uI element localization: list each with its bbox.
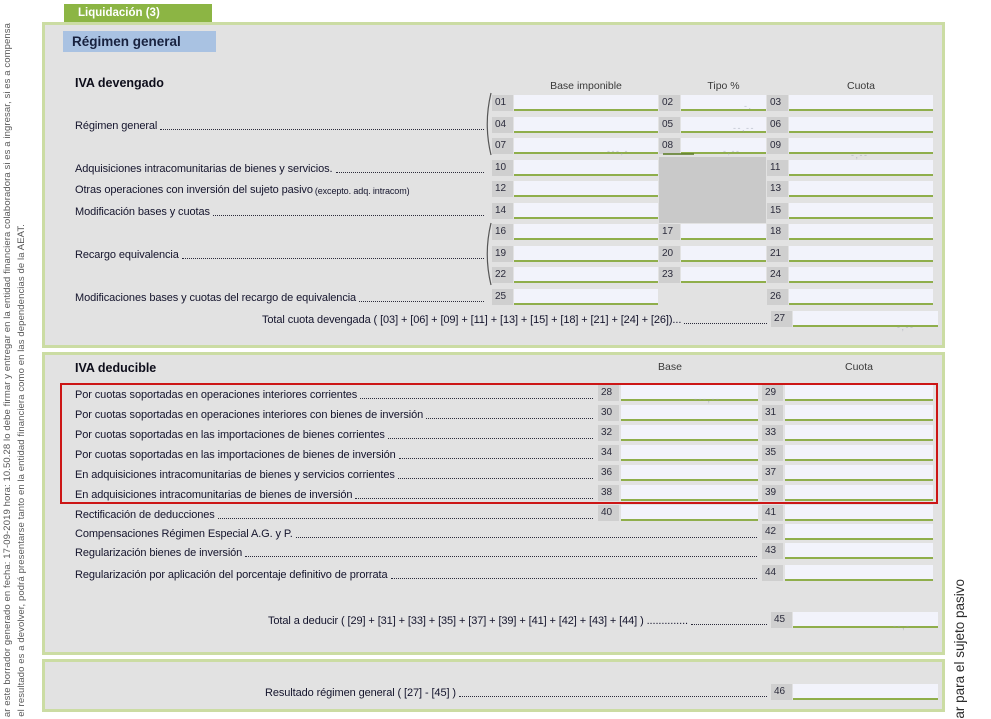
box-19: 19 [492, 246, 513, 262]
dot-leader [182, 258, 484, 259]
box-02: 02 [659, 95, 680, 111]
field-12[interactable] [514, 181, 658, 197]
box-36: 36 [598, 465, 619, 481]
field-36[interactable] [621, 465, 758, 481]
field-29[interactable] [785, 385, 933, 401]
field-30[interactable] [621, 405, 758, 421]
field-07[interactable] [514, 138, 658, 154]
box-25: 25 [492, 289, 513, 305]
box-27: 27 [771, 311, 792, 327]
box-31: 31 [762, 405, 783, 421]
field-21[interactable] [789, 246, 933, 262]
dot-leader [160, 129, 484, 130]
box-23: 23 [659, 267, 680, 283]
label-regularizacion-prorrata: Regularización por aplicación del porcentaje definitivo de prorrata [75, 566, 758, 581]
label-deducible-30: Por cuotas soportadas en operaciones interiores con bienes de inversión [75, 406, 594, 421]
box-16: 16 [492, 224, 513, 240]
box-46: 46 [771, 684, 792, 700]
dot-leader [336, 172, 484, 173]
box-13: 13 [767, 181, 788, 197]
label-deducible-38: En adquisiciones intracomunitarias de bienes de inversión [75, 486, 594, 501]
field-41[interactable] [785, 505, 933, 521]
box-24: 24 [767, 267, 788, 283]
box-42: 42 [762, 524, 783, 540]
box-21: 21 [767, 246, 788, 262]
box-14: 14 [492, 203, 513, 219]
field-27[interactable] [793, 311, 938, 327]
box-41: 41 [762, 505, 783, 521]
field-13[interactable] [789, 181, 933, 197]
field-23[interactable] [681, 267, 766, 283]
field-42[interactable] [785, 524, 933, 540]
faded-value-remnant: -,-- [723, 146, 741, 156]
field-38[interactable] [621, 485, 758, 501]
label-resultado: Resultado régimen general ( [27] - [45] ) [265, 684, 768, 699]
label-total-devengada: Total cuota devengada ( [03] + [06] + [09] + [11] + [13] + [15] + [18] + [21] + [24] + [26])... [262, 311, 768, 326]
dot-leader [459, 696, 767, 697]
label-adquisiciones-intracomunitarias: Adquisiciones intracomunitarias de bienes y servicios. [75, 160, 485, 175]
tab-liquidacion: Liquidación (3) [64, 4, 212, 22]
box-07: 07 [492, 138, 513, 154]
box-10: 10 [492, 160, 513, 176]
box-22: 22 [492, 267, 513, 283]
dot-leader [360, 398, 593, 399]
box-32: 32 [598, 425, 619, 441]
dot-leader [359, 301, 484, 302]
box-45: 45 [771, 612, 792, 628]
copy-for-taxpayer-label: ar para el sujeto pasivo [952, 579, 967, 719]
box-17: 17 [659, 224, 680, 240]
label-regularizacion-bienes: Regularización bienes de inversión [75, 544, 758, 559]
dot-leader [391, 578, 758, 579]
field-03[interactable] [789, 95, 933, 111]
field-16[interactable] [514, 224, 658, 240]
box-05: 05 [659, 117, 680, 133]
dot-leader [398, 478, 593, 479]
field-45[interactable] [793, 612, 938, 628]
field-24[interactable] [789, 267, 933, 283]
label-otras-operaciones: Otras operaciones con inversión del sujeto pasivo (excepto. adq. intracom) [75, 184, 410, 196]
field-40[interactable] [621, 505, 758, 521]
field-04[interactable] [514, 117, 658, 133]
label-deducible-36: En adquisiciones intracomunitarias de bienes y servicios corrientes [75, 466, 594, 481]
field-10[interactable] [514, 160, 658, 176]
box-44: 44 [762, 565, 783, 581]
field-35[interactable] [785, 445, 933, 461]
field-11[interactable] [789, 160, 933, 176]
field-43[interactable] [785, 543, 933, 559]
field-02[interactable] [681, 95, 766, 111]
col-cuota: Cuota [846, 80, 876, 92]
label-recargo-equivalencia: Recargo equivalencia [75, 246, 485, 261]
dot-leader [426, 418, 593, 419]
dot-leader [218, 518, 593, 519]
faded-value-remnant: --,-- [733, 123, 755, 133]
box-37: 37 [762, 465, 783, 481]
faded-value-remnant: -,-- [897, 322, 915, 332]
field-14[interactable] [514, 203, 658, 219]
box-09: 09 [767, 138, 788, 154]
field-25[interactable] [514, 289, 658, 305]
field-37[interactable] [785, 465, 933, 481]
box-29: 29 [762, 385, 783, 401]
field-20[interactable] [681, 246, 766, 262]
box-01: 01 [492, 95, 513, 111]
box-39: 39 [762, 485, 783, 501]
field-44[interactable] [785, 565, 933, 581]
dot-leader [399, 458, 593, 459]
field-32[interactable] [621, 425, 758, 441]
box-35: 35 [762, 445, 783, 461]
field-19[interactable] [514, 246, 658, 262]
label-deducible-34: Por cuotas soportadas en las importaciones de bienes de inversión [75, 446, 594, 461]
dot-leader [691, 624, 767, 625]
no-tipo-area [659, 157, 766, 223]
box-38: 38 [598, 485, 619, 501]
label-deducible-32: Por cuotas soportadas en las importaciones de bienes corrientes [75, 426, 594, 441]
dot-leader [355, 498, 593, 499]
faded-value-remnant: -. [744, 101, 753, 111]
field-31[interactable] [785, 405, 933, 421]
box-40: 40 [598, 505, 619, 521]
field-34[interactable] [621, 445, 758, 461]
col-base-imponible: Base imponible [550, 80, 622, 92]
dot-leader [213, 215, 484, 216]
faded-value-remnant: ---,- [607, 146, 629, 156]
col-cuota-deducible: Cuota [844, 361, 874, 373]
dot-leader [245, 556, 757, 557]
faded-line-remnant [663, 153, 694, 155]
box-34: 34 [598, 445, 619, 461]
box-12: 12 [492, 181, 513, 197]
box-06: 06 [767, 117, 788, 133]
field-28[interactable] [621, 385, 758, 401]
label-compensaciones: Compensaciones Régimen Especial A.G. y P. [75, 525, 758, 540]
box-18: 18 [767, 224, 788, 240]
label-regimen-general: Régimen general [75, 117, 485, 132]
regimen-general-header: Régimen general [63, 31, 216, 52]
field-17[interactable] [681, 224, 766, 240]
box-03: 03 [767, 95, 788, 111]
deducible-title: IVA deducible [75, 361, 157, 375]
col-tipo: Tipo % [707, 80, 740, 92]
field-15[interactable] [789, 203, 933, 219]
col-base-deducible: Base [658, 361, 682, 373]
label-deducible-28: Por cuotas soportadas en operaciones interiores corrientes [75, 386, 594, 401]
margin-note-line2: el resultado es a devolver, podrá presentarse tanto en la entidad financiera como en las dependencias de la AEAT. [16, 224, 27, 717]
label-rectificacion: Rectificación de deducciones [75, 506, 594, 521]
margin-note-line1: ar este borrador generado en fecha: 17-09-2019 hora: 10.50.28 lo debe firmar y entregar en la entidad financiera colaboradora si es a ingresar, si es a compensa [2, 22, 13, 717]
field-01[interactable] [514, 95, 658, 111]
label-modificaciones-recargo: Modificaciones bases y cuotas del recargo de equivalencia [75, 289, 485, 304]
box-08: 08 [659, 138, 680, 154]
faded-value-remnant: -,-- [851, 150, 869, 160]
box-43: 43 [762, 543, 783, 559]
box-20: 20 [659, 246, 680, 262]
field-33[interactable] [785, 425, 933, 441]
faded-value-remnant: --,- [893, 621, 911, 631]
box-33: 33 [762, 425, 783, 441]
label-modificacion-bases: Modificación bases y cuotas [75, 203, 485, 218]
field-39[interactable] [785, 485, 933, 501]
field-46[interactable] [793, 684, 938, 700]
devengado-title: IVA devengado [75, 76, 164, 90]
box-28: 28 [598, 385, 619, 401]
dot-leader [684, 323, 767, 324]
faded-value-remnant: ---,-- [694, 394, 721, 404]
box-15: 15 [767, 203, 788, 219]
box-30: 30 [598, 405, 619, 421]
box-26: 26 [767, 289, 788, 305]
box-11: 11 [767, 160, 788, 176]
dot-leader [296, 537, 757, 538]
dot-leader [388, 438, 593, 439]
field-18[interactable] [789, 224, 933, 240]
box-04: 04 [492, 117, 513, 133]
field-26[interactable] [789, 289, 933, 305]
label-total-deducir: Total a deducir ( [29] + [31] + [33] + [35] + [37] + [39] + [41] + [42] + [43] + [44] ) .............. [268, 612, 768, 627]
field-06[interactable] [789, 117, 933, 133]
field-22[interactable] [514, 267, 658, 283]
